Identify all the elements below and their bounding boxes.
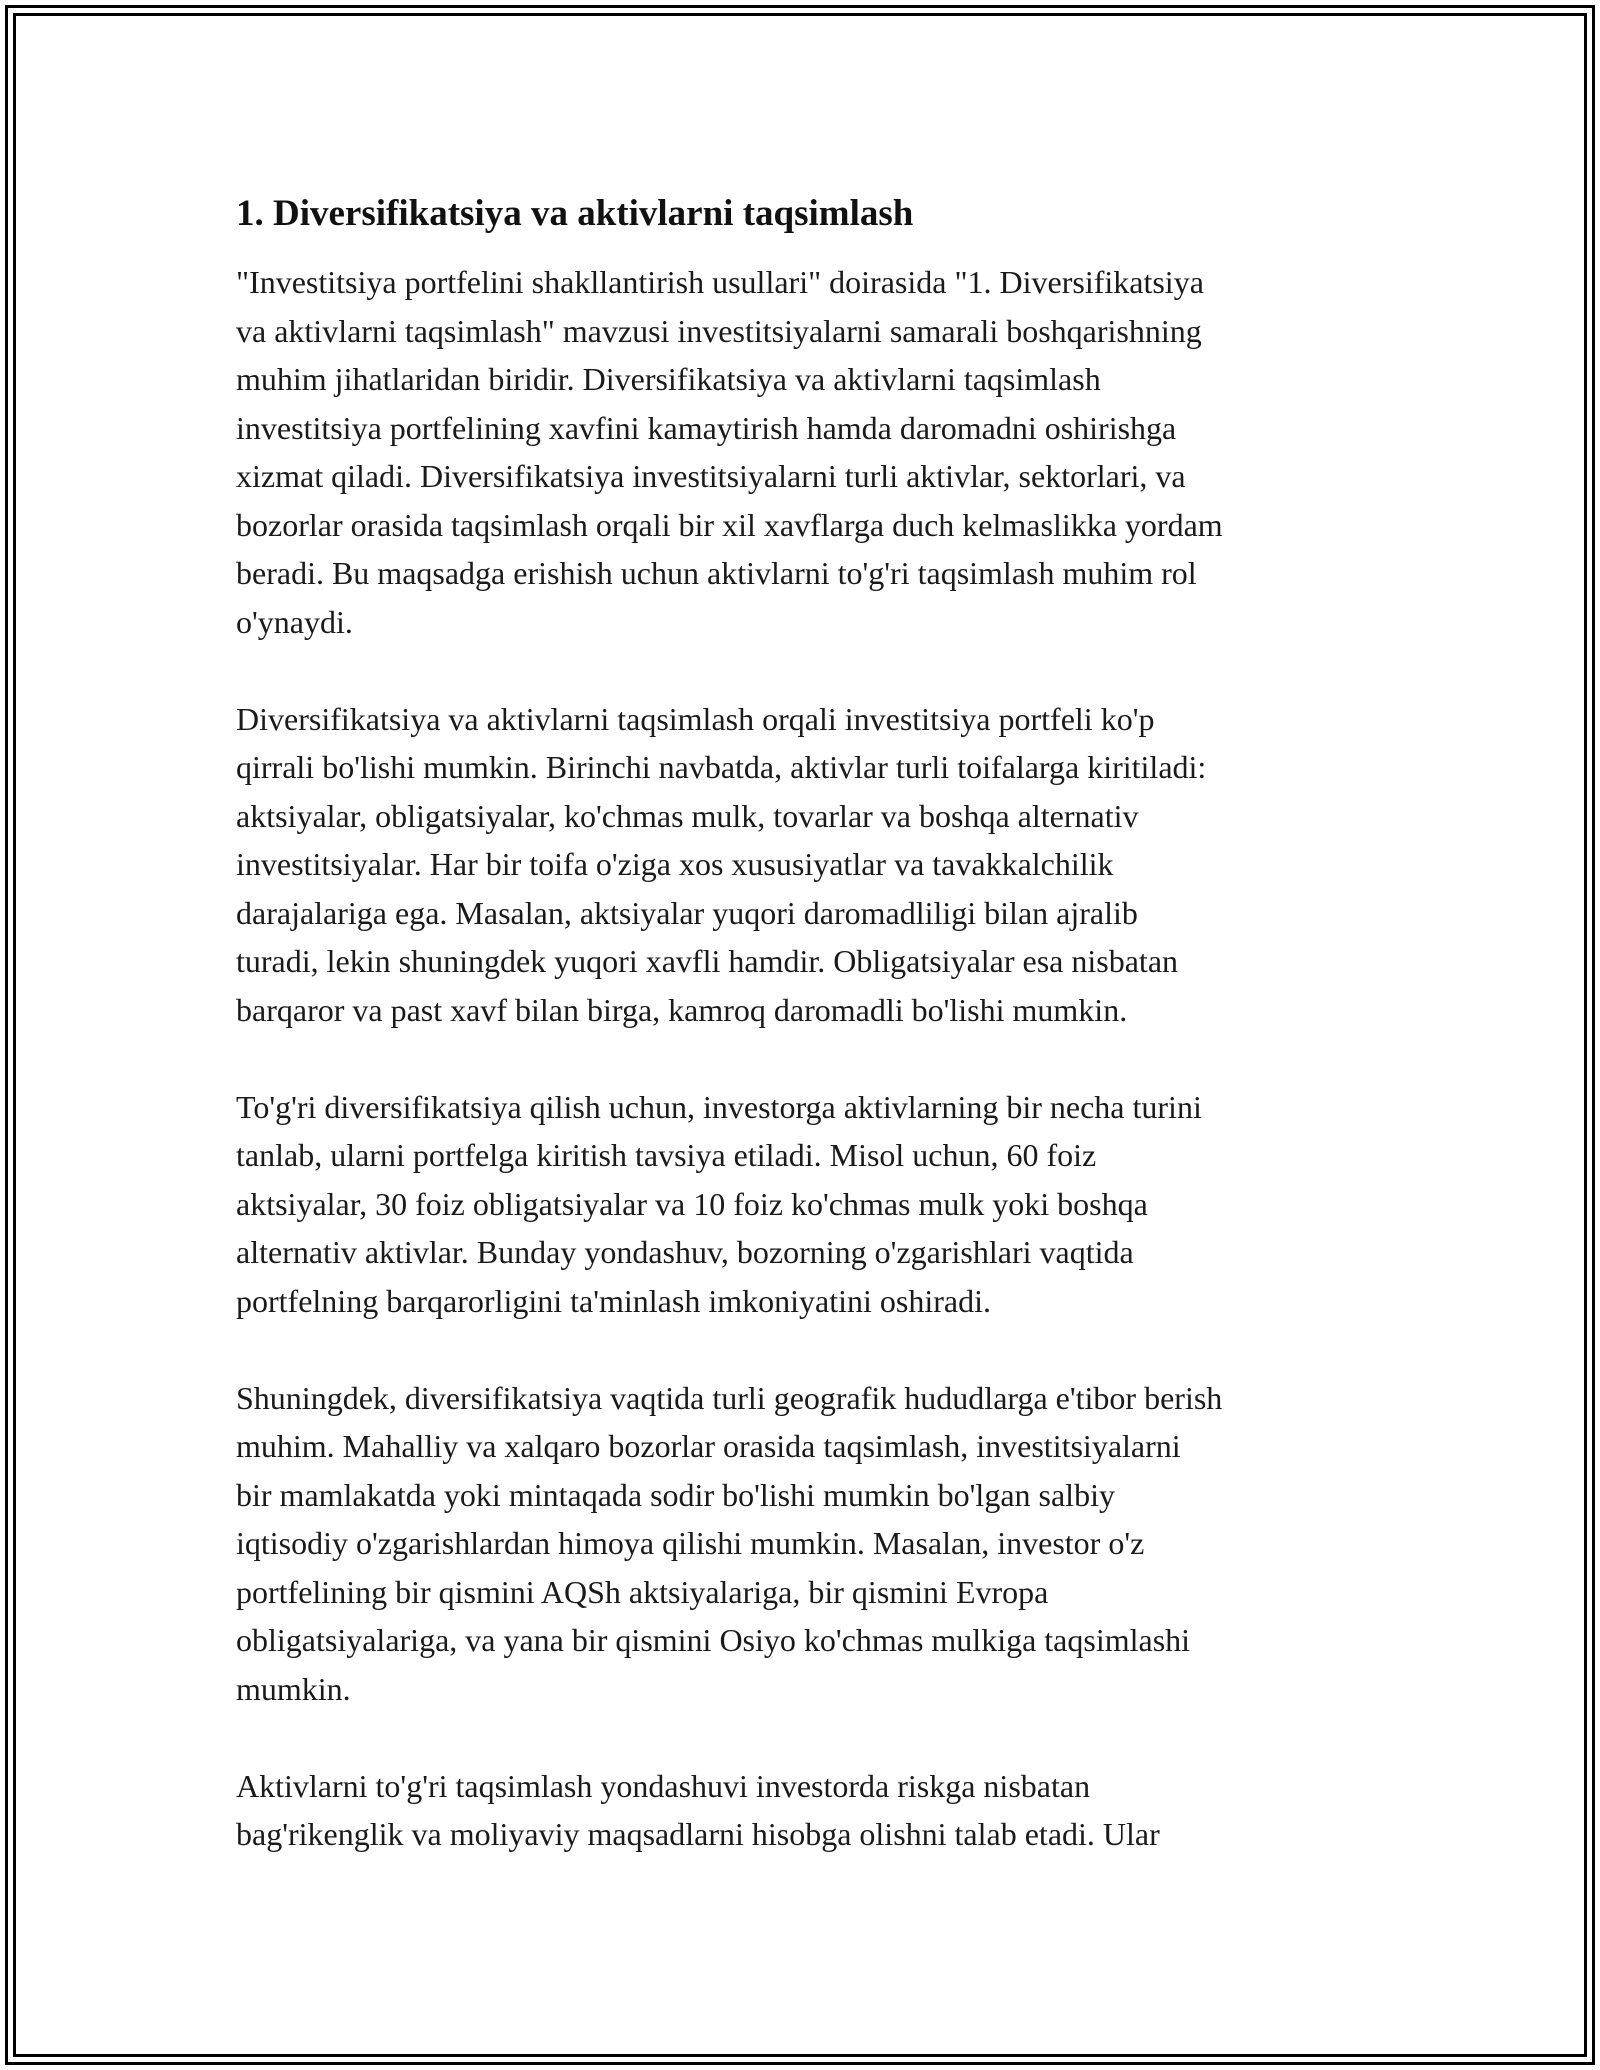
- paragraph-line: darajalariga ega. Masalan, aktsiyalar yuqori daromadliligi bilan ajralib: [236, 894, 1138, 931]
- paragraph: [236, 1762, 1376, 1859]
- paragraph: [236, 1083, 1376, 1326]
- paragraph: [236, 1374, 1376, 1714]
- paragraph-line: Aktivlarni to'g'ri taqsimlash yondashuvi investorda riskga nisbatan: [236, 1767, 1091, 1804]
- paragraph-line: va aktivlarni taqsimlash" mavzusi investitsiyalarni samarali boshqarishning: [236, 312, 1202, 349]
- paragraph-line: portfelining bir qismini AQSh aktsiyalariga, bir qismini Evropa: [236, 1573, 1049, 1610]
- paragraph-line: Diversifikatsiya va aktivlarni taqsimlash orqali investitsiya portfeli ko'p: [236, 700, 1155, 737]
- paragraph-line: tanlab, ularni portfelga kiritish tavsiya etiladi. Misol uchun, 60 foiz: [236, 1137, 1097, 1173]
- paragraph-line: aktsiyalar, 30 foiz obligatsiyalar va 10 foiz ko'chmas mulk yoki boshqa: [236, 1185, 1148, 1222]
- paragraph-line: bozorlar orasida taqsimlash orqali bir xil xavflarga duch kelmaslikka yordam: [236, 506, 1223, 543]
- paragraph-line: mumkin.: [236, 1670, 351, 1707]
- page-title: 1. Diversifikatsiya va aktivlarni taqsimlash: [236, 193, 914, 234]
- paragraph-line: iqtisodiy o'zgarishlardan himoya qilishi mumkin. Masalan, investor o'z: [236, 1525, 1145, 1561]
- paragraph-list: [236, 258, 1376, 1859]
- paragraph-line: beradi. Bu maqsadga erishish uchun aktivlarni to'g'ri taqsimlash muhim rol: [236, 555, 1197, 591]
- paragraph-line: aktsiyalar, obligatsiyalar, ko'chmas mulk, tovarlar va boshqa alternativ: [236, 797, 1139, 834]
- paragraph-line: "Investitsiya portfelini shakllantirish usullari" doirasida "1. Diversifikatsiya: [236, 264, 1204, 300]
- paragraph-line: investitsiya portfelining xavfini kamaytirish hamda daromadni oshirishga: [236, 409, 1177, 446]
- paragraph-line: muhim. Mahalliy va xalqaro bozorlar orasida taqsimlash, investitsiyalarni: [236, 1428, 1181, 1464]
- paragraph-line: bir mamlakatda yoki mintaqada sodir bo'lishi mumkin bo'lgan salbiy: [236, 1476, 1115, 1513]
- paragraph-line: muhim jihatlaridan biridir. Diversifikatsiya va aktivlarni taqsimlash: [236, 361, 1101, 397]
- paragraph-line: Shuningdek, diversifikatsiya vaqtida turli geografik hududlarga e'tibor berish: [236, 1379, 1223, 1416]
- paragraph-line: obligatsiyalariga, va yana bir qismini Osiyo ko'chmas mulkiga taqsimlashi: [236, 1622, 1191, 1658]
- paragraph-line: qirrali bo'lishi mumkin. Birinchi navbatda, aktivlar turli toifalarga kiritiladi:: [236, 749, 1207, 785]
- paragraph-line: portfelning barqarorligini ta'minlash imkoniyatini oshiradi.: [236, 1282, 991, 1319]
- document-body: [236, 190, 1376, 1907]
- paragraph-line: investitsiyalar. Har bir toifa o'ziga xos xususiyatlar va tavakkalchilik: [236, 846, 1114, 882]
- paragraph-line: o'ynaydi.: [236, 603, 353, 640]
- paragraph-line: xizmat qiladi. Diversifikatsiya investitsiyalarni turli aktivlar, sektorlari, va: [236, 458, 1186, 494]
- paragraph-line: turadi, lekin shuningdek yuqori xavfli hamdir. Obligatsiyalar esa nisbatan: [236, 943, 1179, 979]
- paragraph: [236, 258, 1376, 646]
- paragraph-line: barqaror va past xavf bilan birga, kamroq daromadli bo'lishi mumkin.: [236, 991, 1128, 1028]
- paragraph: [236, 695, 1376, 1035]
- paragraph-line: alternativ aktivlar. Bunday yondashuv, bozorning o'zgarishlari vaqtida: [236, 1234, 1134, 1270]
- paragraph-line: bag'rikenglik va moliyaviy maqsadlarni hisobga olishni talab etadi. Ular: [236, 1816, 1160, 1852]
- paragraph-line: To'g'ri diversifikatsiya qilish uchun, investorga aktivlarning bir necha turini: [236, 1088, 1202, 1125]
